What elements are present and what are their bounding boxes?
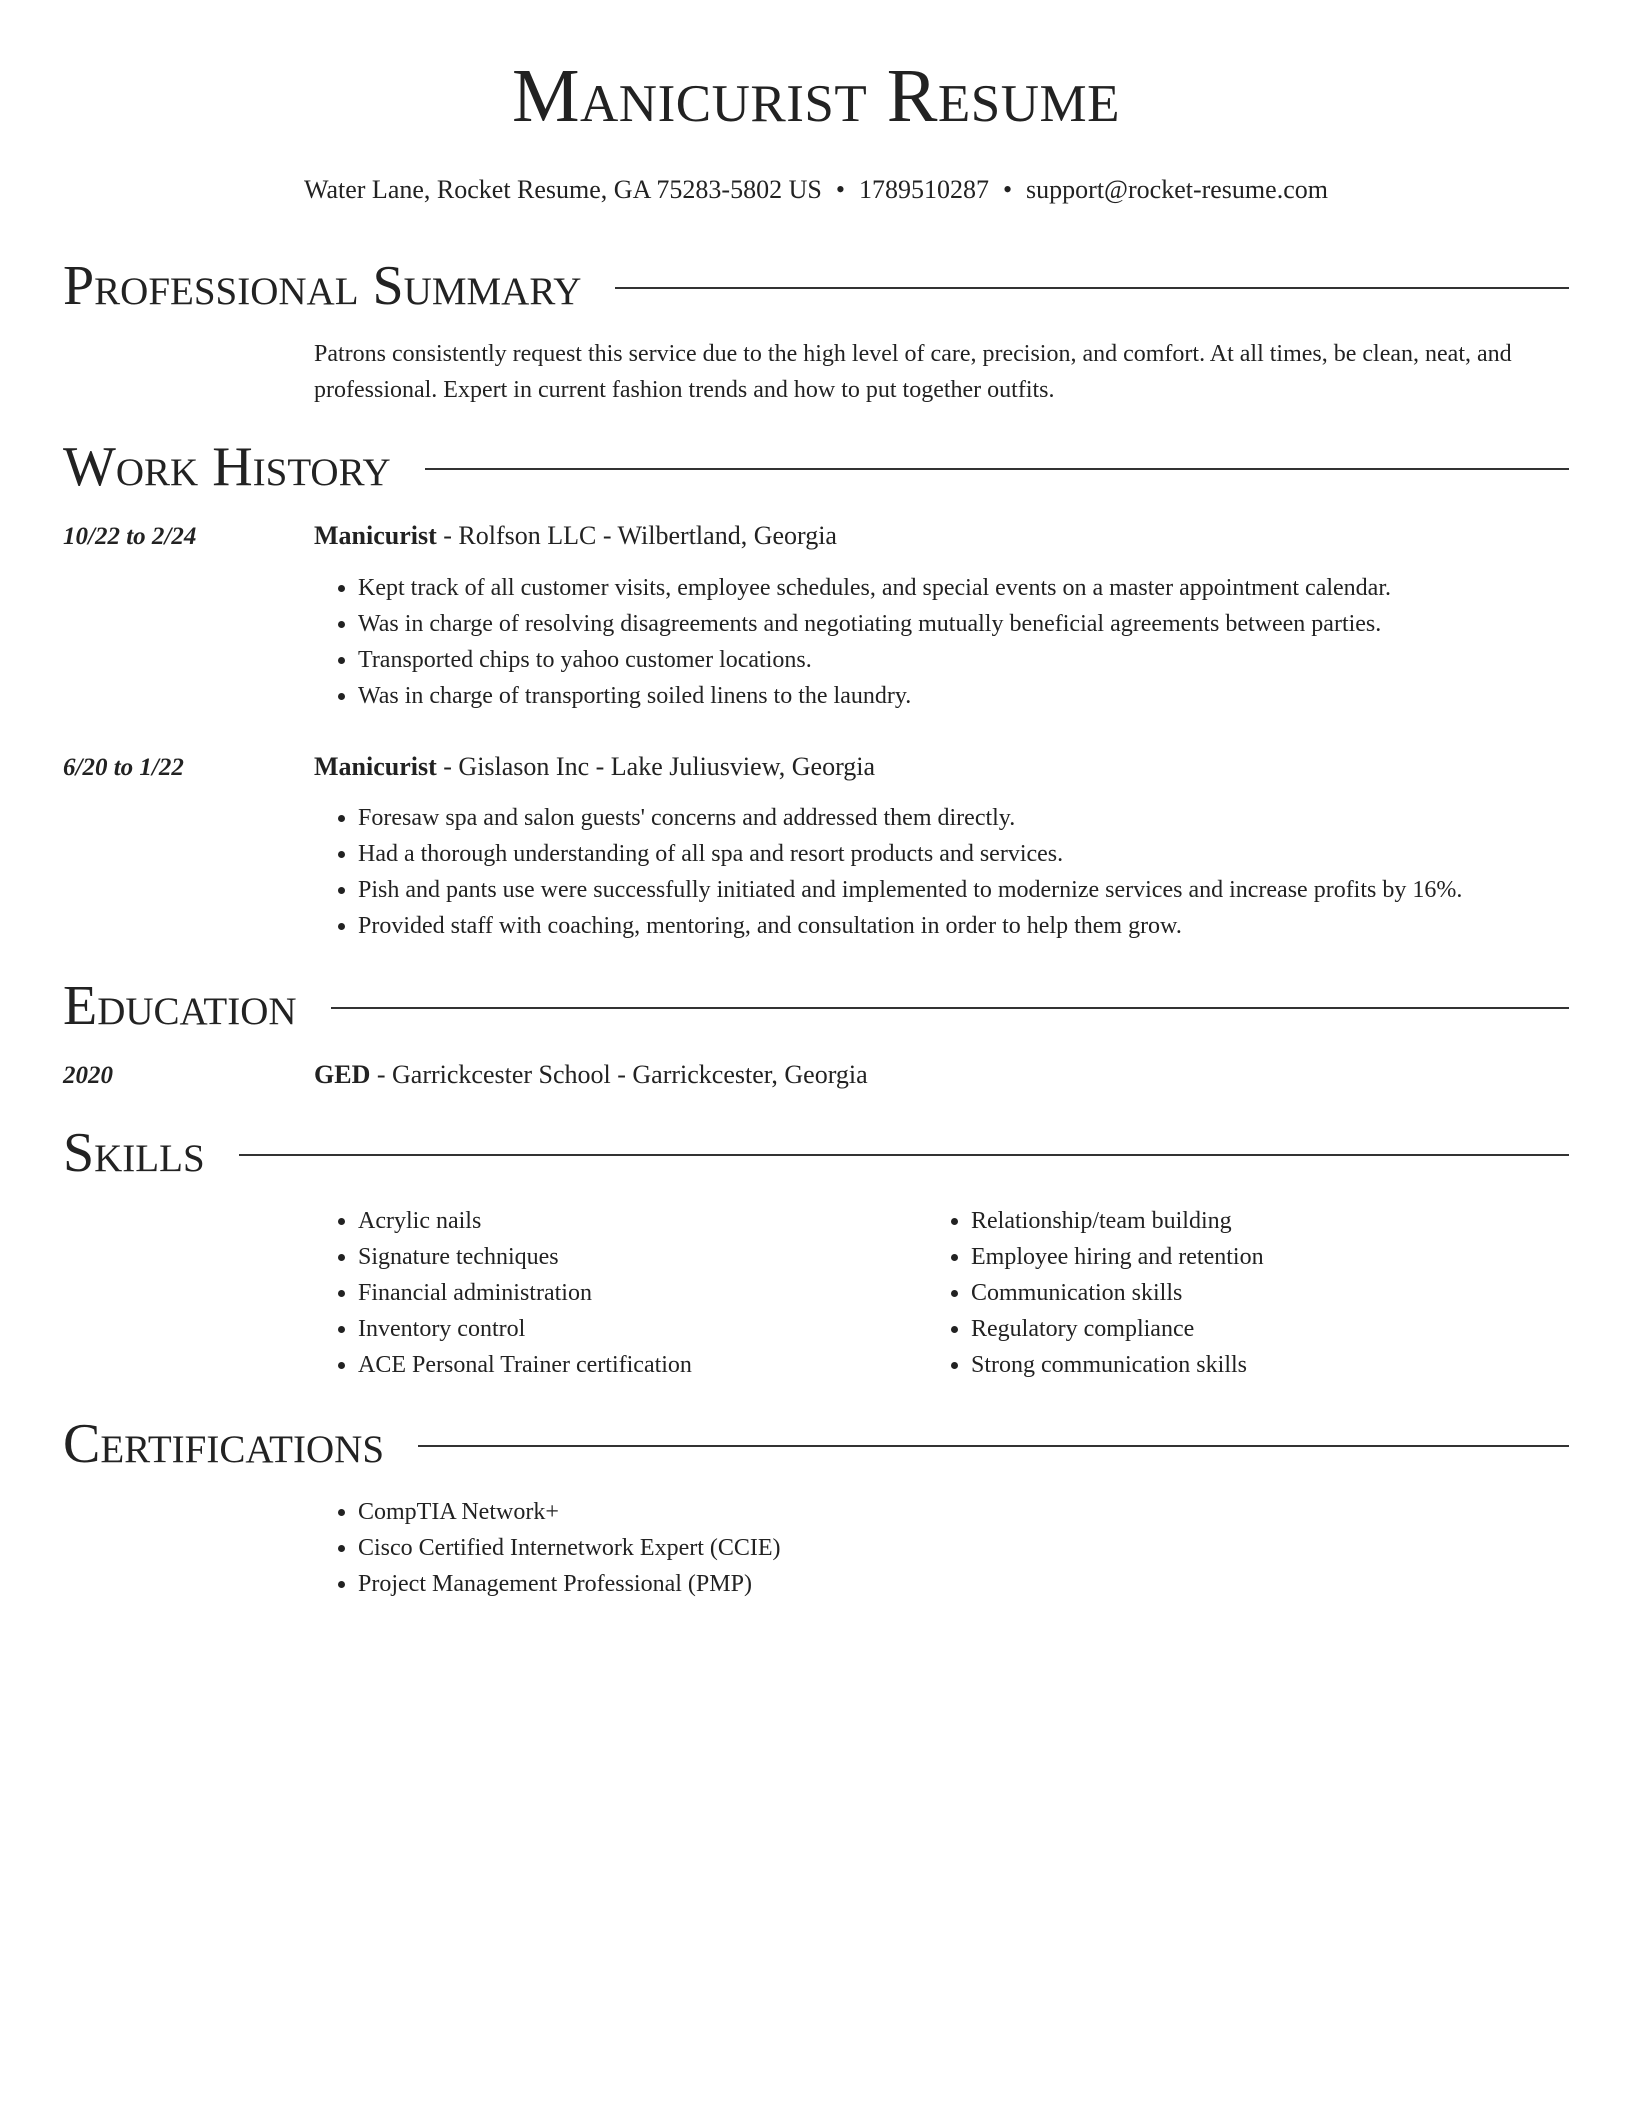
section-heading-skills bbox=[63, 1122, 1569, 1184]
section-heading-certifications bbox=[63, 1413, 1569, 1475]
list-item: • Provided staff with coaching, mentoring, and consultation in order to help them grow. bbox=[358, 908, 1614, 944]
section-heading-label: Certifications bbox=[63, 1413, 385, 1475]
education-degree: GED bbox=[314, 1060, 371, 1089]
section-heading-label: Skills bbox=[63, 1122, 205, 1184]
list-item: • Project Management Professional (PMP) bbox=[358, 1566, 1614, 1602]
contact-address: Water Lane, Rocket Resume, GA 75283-5802 US bbox=[304, 175, 822, 204]
list-item: • CompTIA Network+ bbox=[358, 1494, 1614, 1530]
skills-list-right bbox=[927, 1203, 1571, 1383]
certifications-list bbox=[314, 1494, 1614, 1602]
list-item: • Strong communication skills bbox=[971, 1347, 1571, 1383]
section-heading-education bbox=[63, 975, 1569, 1037]
job-header bbox=[314, 523, 837, 549]
job-title: Manicurist bbox=[314, 752, 437, 781]
section-heading-label: Work History bbox=[63, 436, 391, 498]
contact-separator: • bbox=[1002, 175, 1013, 204]
contact-phone: 1789510287 bbox=[858, 175, 989, 204]
job-dates: 10/22 to 2/24 bbox=[63, 523, 197, 550]
job-header bbox=[314, 754, 875, 780]
job-title: Manicurist bbox=[314, 521, 437, 550]
resume-title: Manicurist Resume bbox=[511, 54, 1121, 138]
list-item: • Cisco Certified Internetwork Expert (CCIE) bbox=[358, 1530, 1614, 1566]
summary-text: Patrons consistently request this service due to the high level of care, precision, and comfort. At all times, be clean, neat, and professional. Expert in current fashion trends and how to put together outfits. bbox=[314, 341, 1512, 403]
list-item: • Pish and pants use were successfully initiated and implemented to modernize services and increase profits by 16%. bbox=[358, 872, 1614, 908]
list-item: • Had a thorough understanding of all spa and resort products and services. bbox=[358, 836, 1614, 872]
education-entry bbox=[314, 1062, 868, 1088]
job-employer: - Gislason Inc - Lake Juliusview, Georgia bbox=[436, 752, 876, 781]
section-divider bbox=[418, 1445, 1569, 1447]
list-item: • Was in charge of transporting soiled linens to the laundry. bbox=[358, 678, 1614, 714]
section-divider bbox=[425, 468, 1569, 470]
job-bullets bbox=[314, 800, 1614, 944]
list-item: • Signature techniques bbox=[358, 1239, 938, 1275]
contact-line bbox=[0, 174, 1632, 205]
education-year: 2020 bbox=[63, 1062, 113, 1089]
list-item: • Relationship/team building bbox=[971, 1203, 1571, 1239]
list-item: • Regulatory compliance bbox=[971, 1311, 1571, 1347]
list-item: • ACE Personal Trainer certification bbox=[358, 1347, 938, 1383]
section-divider bbox=[331, 1007, 1569, 1009]
section-heading-label: Education bbox=[63, 975, 297, 1037]
section-divider bbox=[615, 287, 1569, 289]
section-heading-label: Professional Summary bbox=[63, 255, 582, 317]
list-item: • Kept track of all customer visits, employee schedules, and special events on a master appointment calendar. bbox=[358, 570, 1614, 606]
education-school: - Garrickcester School - Garrickcester, Georgia bbox=[370, 1060, 868, 1089]
list-item: • Acrylic nails bbox=[358, 1203, 938, 1239]
section-heading-summary bbox=[63, 255, 1569, 317]
list-item: • Foresaw spa and salon guests' concerns and addressed them directly. bbox=[358, 800, 1614, 836]
job-employer: - Rolfson LLC - Wilbertland, Georgia bbox=[436, 521, 837, 550]
job-dates: 6/20 to 1/22 bbox=[63, 754, 184, 781]
list-item: • Employee hiring and retention bbox=[971, 1239, 1571, 1275]
skills-list-left bbox=[314, 1203, 938, 1383]
job-bullets bbox=[314, 570, 1614, 714]
list-item: • Financial administration bbox=[358, 1275, 938, 1311]
list-item: • Was in charge of resolving disagreements and negotiating mutually beneficial agreements between parties. bbox=[358, 606, 1614, 642]
section-divider bbox=[239, 1154, 1569, 1156]
list-item: • Inventory control bbox=[358, 1311, 938, 1347]
contact-email: support@rocket-resume.com bbox=[1026, 175, 1328, 204]
list-item: • Communication skills bbox=[971, 1275, 1571, 1311]
list-item: • Transported chips to yahoo customer locations. bbox=[358, 642, 1614, 678]
contact-separator: • bbox=[835, 175, 845, 204]
section-heading-work bbox=[63, 436, 1569, 498]
